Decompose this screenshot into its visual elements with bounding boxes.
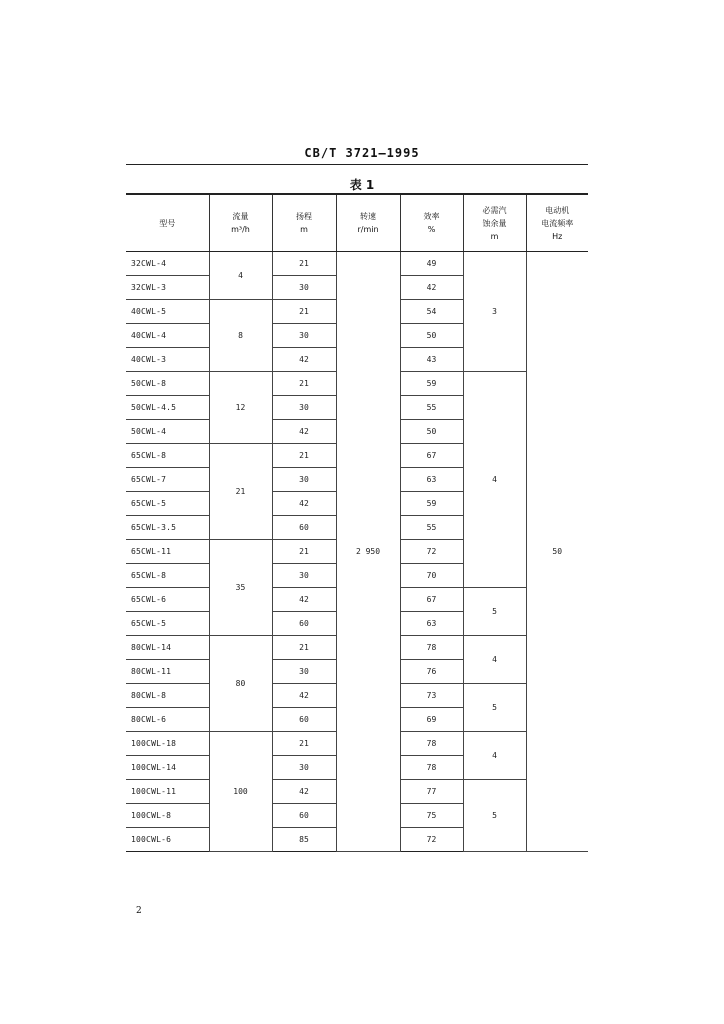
head-cell: 85 xyxy=(272,828,336,852)
model-cell: 50CWL-4.5 xyxy=(126,396,209,420)
header-unit: m xyxy=(490,231,499,241)
header-unit: Hz xyxy=(552,231,563,241)
model-cell: 32CWL-3 xyxy=(126,276,209,300)
model-cell: 32CWL-4 xyxy=(126,252,209,276)
efficiency-cell: 78 xyxy=(400,732,463,756)
head-cell: 30 xyxy=(272,276,336,300)
header-line: 扬程 xyxy=(296,212,312,221)
col-header-speed xyxy=(336,194,400,252)
head-cell: 60 xyxy=(272,708,336,732)
head-cell: 21 xyxy=(272,444,336,468)
head-cell: 21 xyxy=(272,540,336,564)
efficiency-cell: 50 xyxy=(400,324,463,348)
header-line: 必需汽 xyxy=(482,205,507,215)
header-line: 电动机 xyxy=(545,205,570,215)
table-header-row xyxy=(126,194,588,252)
head-cell: 42 xyxy=(272,348,336,372)
speed-cell: 2 950 xyxy=(336,252,400,852)
head-cell: 60 xyxy=(272,804,336,828)
head-cell: 42 xyxy=(272,492,336,516)
efficiency-cell: 67 xyxy=(400,588,463,612)
npsh-cell: 3 xyxy=(463,252,526,372)
model-cell: 80CWL-8 xyxy=(126,684,209,708)
flow-cell: 8 xyxy=(209,300,272,372)
head-cell: 21 xyxy=(272,636,336,660)
model-cell: 50CWL-8 xyxy=(126,372,209,396)
model-cell: 100CWL-11 xyxy=(126,780,209,804)
head-cell: 21 xyxy=(272,372,336,396)
col-header-efficiency xyxy=(400,194,463,252)
model-cell: 65CWL-11 xyxy=(126,540,209,564)
efficiency-cell: 50 xyxy=(400,420,463,444)
header-line: 转速 xyxy=(360,212,376,221)
head-cell: 42 xyxy=(272,780,336,804)
header-unit: % xyxy=(427,225,436,234)
efficiency-cell: 43 xyxy=(400,348,463,372)
npsh-cell: 5 xyxy=(463,684,526,732)
efficiency-cell: 72 xyxy=(400,540,463,564)
header-unit: r/min xyxy=(357,225,379,234)
head-cell: 30 xyxy=(272,468,336,492)
model-cell: 100CWL-6 xyxy=(126,828,209,852)
col-header-head xyxy=(272,194,336,252)
efficiency-cell: 72 xyxy=(400,828,463,852)
efficiency-cell: 59 xyxy=(400,492,463,516)
npsh-cell: 5 xyxy=(463,780,526,852)
model-cell: 65CWL-5 xyxy=(126,612,209,636)
flow-cell: 12 xyxy=(209,372,272,444)
efficiency-cell: 78 xyxy=(400,636,463,660)
flow-cell: 4 xyxy=(209,252,272,300)
model-cell: 65CWL-3.5 xyxy=(126,516,209,540)
efficiency-cell: 63 xyxy=(400,468,463,492)
model-cell: 40CWL-3 xyxy=(126,348,209,372)
head-cell: 21 xyxy=(272,300,336,324)
efficiency-cell: 69 xyxy=(400,708,463,732)
flow-cell: 35 xyxy=(209,540,272,636)
efficiency-cell: 49 xyxy=(400,252,463,276)
efficiency-cell: 77 xyxy=(400,780,463,804)
head-cell: 21 xyxy=(272,252,336,276)
model-cell: 40CWL-5 xyxy=(126,300,209,324)
header-line: 型号 xyxy=(159,218,176,228)
model-cell: 40CWL-4 xyxy=(126,324,209,348)
header-rule xyxy=(126,164,588,165)
header-line: 电流频率 xyxy=(541,218,574,228)
efficiency-cell: 55 xyxy=(400,516,463,540)
model-cell: 100CWL-14 xyxy=(126,756,209,780)
efficiency-cell: 70 xyxy=(400,564,463,588)
header-line: 蚀余量 xyxy=(482,218,507,228)
model-cell: 65CWL-8 xyxy=(126,444,209,468)
efficiency-cell: 55 xyxy=(400,396,463,420)
head-cell: 30 xyxy=(272,396,336,420)
pump-spec-table xyxy=(126,193,588,852)
model-cell: 100CWL-8 xyxy=(126,804,209,828)
model-cell: 100CWL-18 xyxy=(126,732,209,756)
npsh-cell: 4 xyxy=(463,372,526,588)
efficiency-cell: 78 xyxy=(400,756,463,780)
standard-code: CB/T 3721—1995 xyxy=(304,146,420,160)
model-cell: 80CWL-6 xyxy=(126,708,209,732)
page-number: 2 xyxy=(136,906,142,916)
efficiency-cell: 59 xyxy=(400,372,463,396)
table-row xyxy=(126,252,588,276)
col-header-model xyxy=(126,194,209,252)
col-header-frequency xyxy=(526,194,588,252)
model-cell: 50CWL-4 xyxy=(126,420,209,444)
model-cell: 65CWL-8 xyxy=(126,564,209,588)
header-line: 效率 xyxy=(423,212,440,221)
col-header-npsh xyxy=(463,194,526,252)
head-cell: 30 xyxy=(272,564,336,588)
head-cell: 42 xyxy=(272,420,336,444)
header-unit: m xyxy=(300,225,308,234)
efficiency-cell: 76 xyxy=(400,660,463,684)
npsh-cell: 5 xyxy=(463,588,526,636)
model-cell: 65CWL-5 xyxy=(126,492,209,516)
efficiency-cell: 75 xyxy=(400,804,463,828)
header-line: 流量 xyxy=(232,212,249,221)
head-cell: 60 xyxy=(272,516,336,540)
npsh-cell: 4 xyxy=(463,636,526,684)
frequency-cell: 50 xyxy=(526,252,588,852)
model-cell: 80CWL-11 xyxy=(126,660,209,684)
flow-cell: 100 xyxy=(209,732,272,852)
model-cell: 80CWL-14 xyxy=(126,636,209,660)
table-caption: 表 1 xyxy=(349,178,375,192)
efficiency-cell: 63 xyxy=(400,612,463,636)
model-cell: 65CWL-6 xyxy=(126,588,209,612)
flow-cell: 80 xyxy=(209,636,272,732)
head-cell: 42 xyxy=(272,588,336,612)
model-cell: 65CWL-7 xyxy=(126,468,209,492)
head-cell: 42 xyxy=(272,684,336,708)
flow-cell: 21 xyxy=(209,444,272,540)
header-unit: m³/h xyxy=(231,225,250,234)
head-cell: 30 xyxy=(272,660,336,684)
col-header-flow xyxy=(209,194,272,252)
head-cell: 30 xyxy=(272,756,336,780)
head-cell: 30 xyxy=(272,324,336,348)
efficiency-cell: 67 xyxy=(400,444,463,468)
head-cell: 60 xyxy=(272,612,336,636)
npsh-cell: 4 xyxy=(463,732,526,780)
efficiency-cell: 54 xyxy=(400,300,463,324)
efficiency-cell: 73 xyxy=(400,684,463,708)
head-cell: 21 xyxy=(272,732,336,756)
efficiency-cell: 42 xyxy=(400,276,463,300)
